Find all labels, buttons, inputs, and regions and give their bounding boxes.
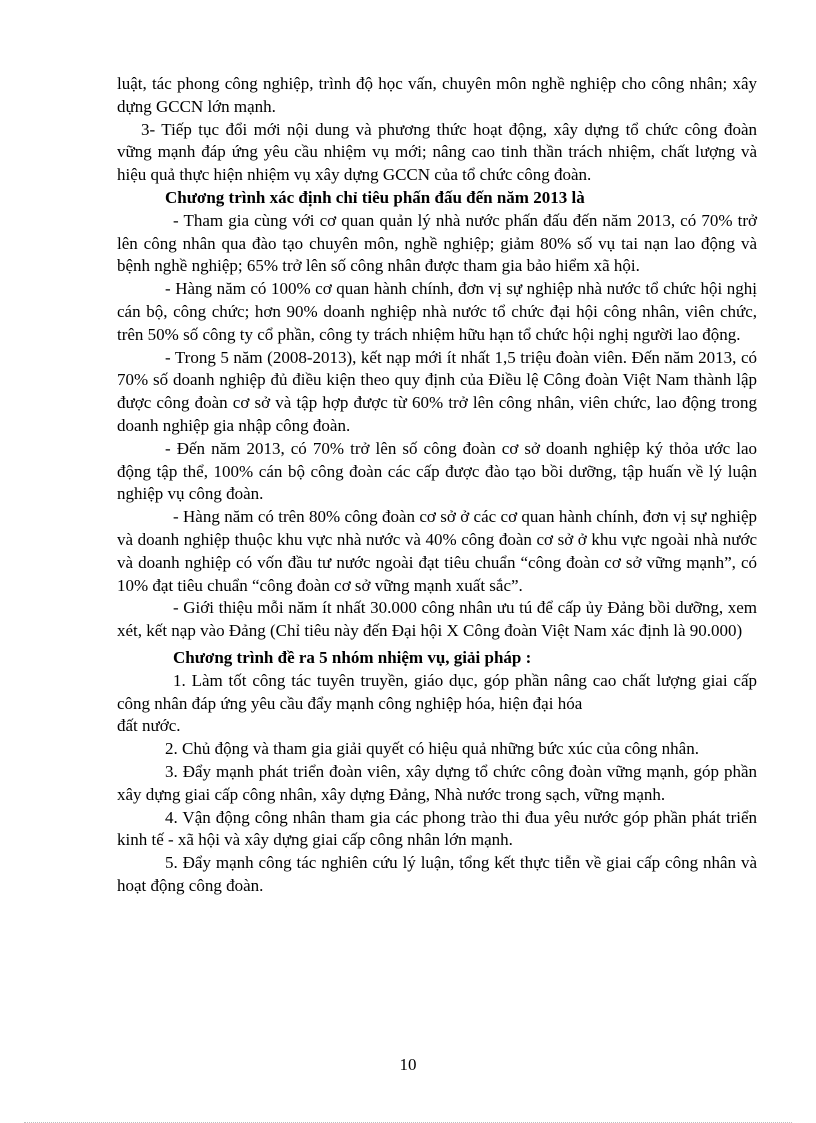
target-item-training: - Tham gia cùng với cơ quan quản lý nhà nước phấn đấu đến năm 2013, có 70% trở lên công nhân qua đào tạo chuyên môn, nghề nghiệp; giảm 80% số vụ tai nạn lao động và bệnh nghề nghiệp; 65% trở lên số công nhân được tham gia bảo hiểm xã hội. [117, 210, 757, 276]
paragraph-continuation: luật, tác phong công nghiệp, trình độ học vấn, chuyên môn nghề nghiệp cho công nhân; xây dựng GCCN lớn mạnh. [117, 74, 757, 116]
target-item-strong-union: - Hàng năm có trên 80% công đoàn cơ sở ở các cơ quan hành chính, đơn vị sự nghiệp và doanh nghiệp thuộc khu vực nhà nước và 40% công đoàn cơ sở ở khu vực ngoài nhà nước và doanh nghiệp có vốn đầu tư nước ngoài đạt tiêu chuẩn “công đoàn cơ sở vững mạnh”, có 10% đạt tiêu chuẩn “công đoàn cơ sở vững mạnh xuất sắc”. [117, 507, 757, 595]
paragraph-task-3: 3- Tiếp tục đổi mới nội dung và phương thức hoạt động, xây dựng tổ chức công đoàn vững mạnh đáp ứng yêu cầu nhiệm vụ mới; nâng cao tinh thần trách nhiệm, chất lượng và hiệu quả thực hiện nhiệm vụ xây dựng GCCN của tổ chức công đoàn. [117, 119, 757, 185]
page-number: 10 [399, 1055, 417, 1074]
target-item-party-admission: - Giới thiệu mỗi năm ít nhất 30.000 công nhân ưu tú để cấp ủy Đảng bồi dưỡng, xem xét, kết nạp vào Đảng (Chỉ tiêu này đến Đại hội X Công đoàn Việt Nam xác định là 90.000) [117, 598, 757, 641]
task-item-1: 1. Làm tốt công tác tuyên truyền, giáo dục, góp phần nâng cao chất lượng giai cấp công nhân đáp ứng yêu cầu đẩy mạnh công nghiệp hóa, hiện đại hóa [117, 670, 757, 713]
heading-targets: Chương trình xác định chỉ tiêu phấn đấu đến năm 2013 là [165, 187, 585, 207]
target-item-conferences: - Hàng năm có 100% cơ quan hành chính, đơn vị sự nghiệp nhà nước tổ chức hội nghị cán bộ, công chức; hơn 90% doanh nghiệp nhà nước tổ chức đại hội công nhân, viên chức, trên 50% số công ty cổ phần, công ty trách nhiệm hữu hạn tổ chức hội nghị người lao động. [117, 279, 757, 344]
task-item-1-continuation: đất nước. [117, 716, 181, 736]
target-item-membership: - Trong 5 năm (2008-2013), kết nạp mới ít nhất 1,5 triệu đoàn viên. Đến năm 2013, có 70% số doanh nghiệp đủ điều kiện theo quy định của Điều lệ Công đoàn Việt Nam thành lập được công đoàn cơ sở và tập hợp được từ 60% trở lên công nhân, viên chức, lao động trong doanh nghiệp gia nhập công đoàn. [117, 347, 757, 435]
task-item-5: 5. Đẩy mạnh công tác nghiên cứu lý luận, tổng kết thực tiễn về giai cấp công nhân và hoạt động công đoàn. [117, 853, 757, 895]
task-item-3: 3. Đẩy mạnh phát triển đoàn viên, xây dựng tổ chức công đoàn vững mạnh, góp phần xây dựng giai cấp công nhân, xây dựng Đảng, Nhà nước trong sạch, vững mạnh. [117, 761, 757, 804]
target-item-labor-agreement: - Đến năm 2013, có 70% trở lên số công đoàn cơ sở doanh nghiệp ký thỏa ước lao động tập thể, 100% cán bộ công đoàn các cấp được đào tạo bồi dưỡng, tập huấn về lý luận nghiệp vụ công đoàn. [117, 438, 757, 504]
task-item-4: 4. Vận động công nhân tham gia các phong trào thi đua yêu nước góp phần phát triển kinh tế - xã hội và xây dựng giai cấp công nhân lớn mạnh. [117, 807, 757, 850]
heading-tasks: Chương trình đề ra 5 nhóm nhiệm vụ, giải pháp : [173, 647, 532, 667]
body-text [117, 73, 757, 898]
task-item-2: 2. Chủ động và tham gia giải quyết có hiệu quả những bức xúc của công nhân. [165, 739, 699, 759]
